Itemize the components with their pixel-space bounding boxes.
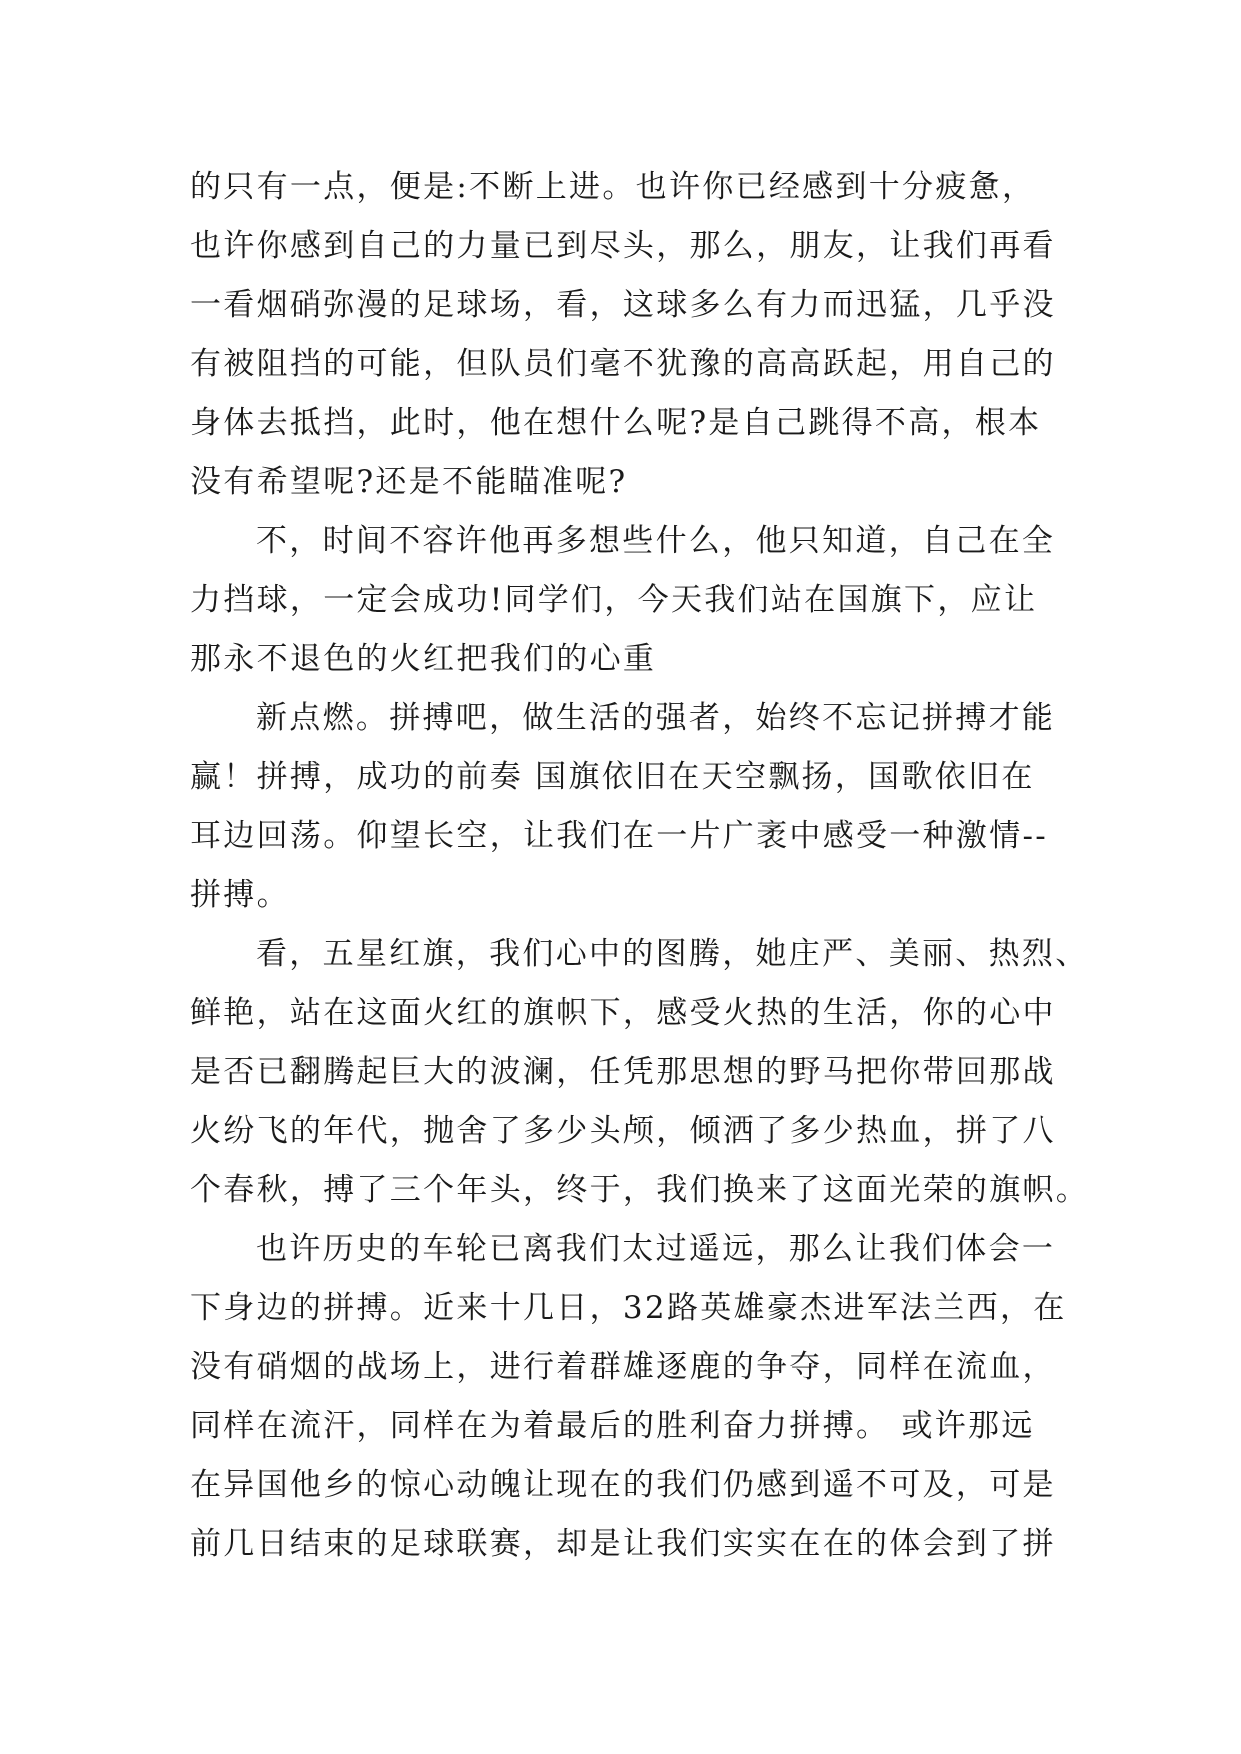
text-line: 赢！拼搏，成功的前奏 国旗依旧在天空飘扬，国歌依旧在 [190, 759, 1035, 795]
text-line: 个春秋，搏了三个年头，终于，我们换来了这面光荣的旗帜。 [190, 1172, 1090, 1208]
paragraph-first-line: 新点燃。拼搏吧，做生活的强者，始终不忘记拼搏才能 [256, 700, 1056, 736]
text-line: 力挡球，一定会成功!同学们，今天我们站在国旗下，应让 [190, 582, 1038, 618]
paragraph-first-line: 不，时间不容许他再多想些什么，他只知道，自己在全 [256, 523, 1056, 559]
paragraph-first-line: 看，五星红旗，我们心中的图腾，她庄严、美丽、热烈、 [256, 936, 1089, 972]
text-line: 身体去抵挡，此时，他在想什么呢?是自己跳得不高，根本 [190, 405, 1042, 441]
text-line: 耳边回荡。仰望长空，让我们在一片广袤中感受一种激情-- [190, 818, 1049, 854]
text-line: 一看烟硝弥漫的足球场，看，这球多么有力而迅猛，几乎没 [190, 287, 1056, 323]
text-line: 在异国他乡的惊心动魄让现在的我们仍感到遥不可及，可是 [190, 1467, 1056, 1503]
text-line: 下身边的拼搏。近来十几日，32路英雄豪杰进军法兰西，在 [190, 1290, 1067, 1326]
text-line: 前几日结束的足球联赛，却是让我们实实在在的体会到了拼 [190, 1526, 1056, 1562]
text-line: 火纷飞的年代，抛舍了多少头颅，倾洒了多少热血，拼了八 [190, 1113, 1056, 1149]
text-line: 没有硝烟的战场上，进行着群雄逐鹿的争夺，同样在流血， [190, 1349, 1056, 1385]
text-line: 有被阻挡的可能，但队员们毫不犹豫的高高跃起，用自己的 [190, 346, 1056, 382]
text-line: 也许你感到自己的力量已到尽头，那么，朋友，让我们再看 [190, 228, 1056, 264]
text-line: 鲜艳，站在这面火红的旗帜下，感受火热的生活，你的心中 [190, 995, 1056, 1031]
text-line: 没有希望呢?还是不能瞄准呢? [190, 464, 628, 500]
text-line: 拼搏。 [190, 877, 290, 913]
text-line: 同样在流汗，同样在为着最后的胜利奋力拼搏。 或许那远 [190, 1408, 1035, 1444]
text-line: 是否已翻腾起巨大的波澜，任凭那思想的野马把你带回那战 [190, 1054, 1056, 1090]
paragraph-first-line: 也许历史的车轮已离我们太过遥远，那么让我们体会一 [256, 1231, 1056, 1267]
text-line: 的只有一点，便是:不断上进。也许你已经感到十分疲惫， [190, 169, 1036, 205]
text-line: 那永不退色的火红把我们的心重 [190, 641, 657, 677]
body-text [190, 158, 1090, 1574]
